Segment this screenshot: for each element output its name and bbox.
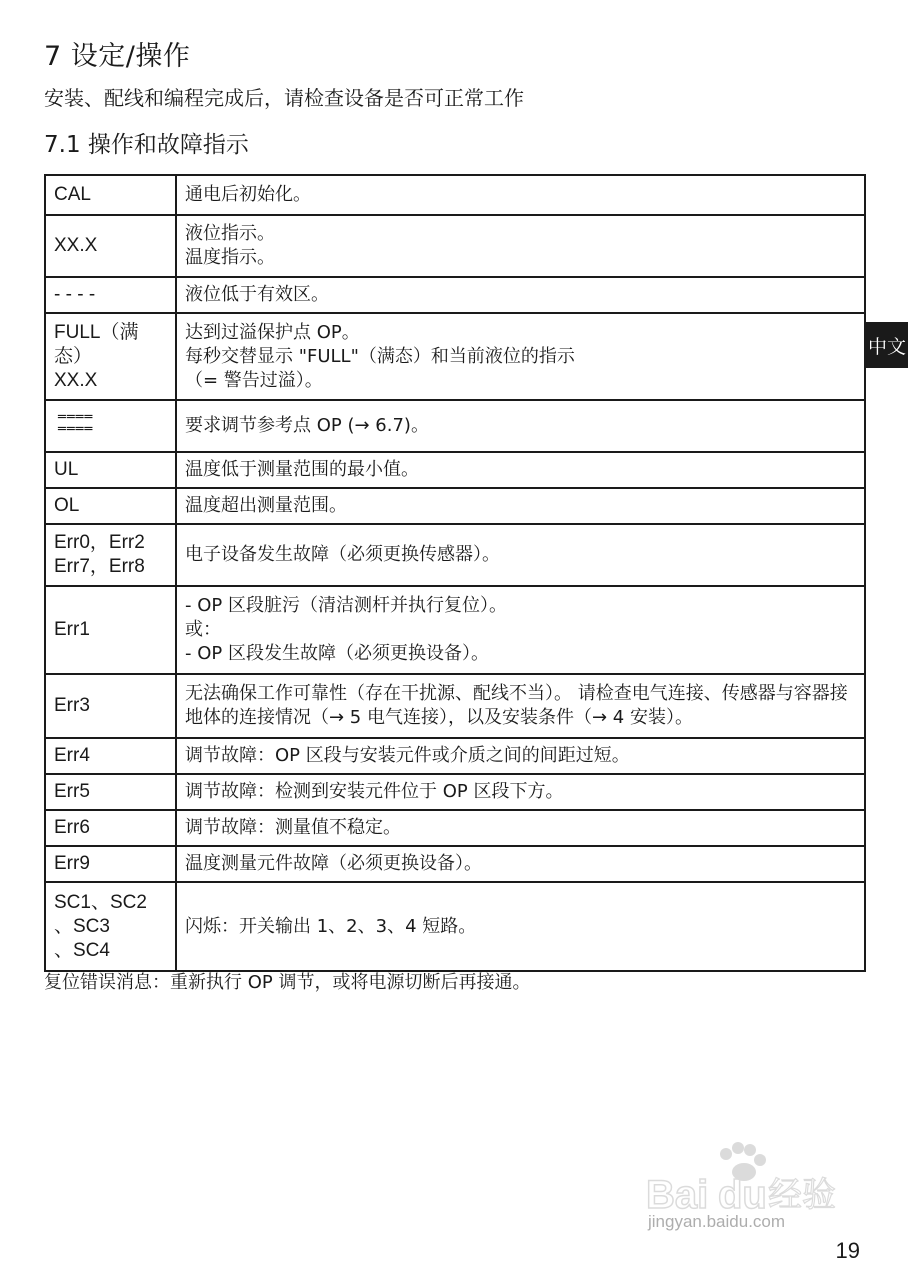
desc-cell: 温度测量元件故障（必须更换设备）。 [176,846,865,882]
code-cell: Err5 [45,774,176,810]
code-cell: OL [45,488,176,524]
svg-text:Bai: Bai [646,1173,709,1217]
code-cell: Err9 [45,846,176,882]
table-row [45,215,865,277]
table-row [45,774,865,810]
desc-cell: 达到过溢保护点 OP。 每秒交替显示 "FULL"（满态）和当前液位的指示 （= 警告过溢）。 [176,313,865,400]
language-tab: 中文 [866,322,908,368]
desc-cell: 要求调节参考点 OP (→ 6.7)。 [176,400,865,452]
table-row [45,846,865,882]
desc-cell: 电子设备发生故障（必须更换传感器）。 [176,524,865,586]
table-row [45,313,865,400]
desc-cell: 调节故障：OP 区段与安装元件或介质之间的间距过短。 [176,738,865,774]
table-row [45,175,865,215]
desc-cell: 调节故障：测量值不稳定。 [176,810,865,846]
desc-cell: 液位指示。 温度指示。 [176,215,865,277]
indicator-table [44,174,866,972]
table-row [45,810,865,846]
watermark-url: jingyan.baidu.com [648,1212,786,1231]
table-row [45,524,865,586]
reset-note: 复位错误消息：重新执行 OP 调节，或将电源切断后再接通。 [44,972,531,993]
desc-cell: 液位低于有效区。 [176,277,865,313]
code-cell: FULL（满 态） XX.X [45,313,176,400]
code-cell: Err0，Err2 Err7，Err8 [45,524,176,586]
code-cell: CAL [45,175,176,215]
table-row [45,882,865,971]
svg-text:经验: 经验 [768,1175,836,1215]
code-cell: SC1、SC2 、SC3 、SC4 [45,882,176,971]
table-row [45,277,865,313]
desc-cell: 温度低于测量范围的最小值。 [176,452,865,488]
intro-text: 安装、配线和编程完成后，请检查设备是否可正常工作 [44,86,524,110]
table-row [45,400,865,452]
code-cell: - - - - [45,277,176,313]
table-row [45,586,865,674]
code-cell: Err4 [45,738,176,774]
desc-cell: 通电后初始化。 [176,175,865,215]
code-cell: UL [45,452,176,488]
desc-cell: - OP 区段脏污（清洁测杆并执行复位）。 或： - OP 区段发生故障（必须更换设备）。 [176,586,865,674]
code-cell: Err3 [45,674,176,738]
table-row [45,452,865,488]
svg-text:du: du [718,1173,767,1217]
desc-cell: 调节故障：检测到安装元件位于 OP 区段下方。 [176,774,865,810]
code-cell: Err1 [45,586,176,674]
desc-cell: 温度超出测量范围。 [176,488,865,524]
flashing-dashes-icon: ════ ════ [58,410,94,437]
table-row [45,488,865,524]
page-number: 19 [835,1238,860,1263]
desc-cell: 无法确保工作可靠性（存在干扰源、配线不当）。 请检查电气连接、传感器与容器接地体的连接情况（→ 5 电气连接），以及安装条件（→ 4 安装）。 [176,674,865,738]
table-row [45,674,865,738]
code-cell [45,400,176,452]
section-heading: 7 设定/操作 [44,41,191,72]
code-cell: XX.X [45,215,176,277]
subsection-heading: 7.1 操作和故障指示 [44,132,249,158]
table-row [45,738,865,774]
desc-cell: 闪烁：开关输出 1、2、3、4 短路。 [176,882,865,971]
code-cell: Err6 [45,810,176,846]
